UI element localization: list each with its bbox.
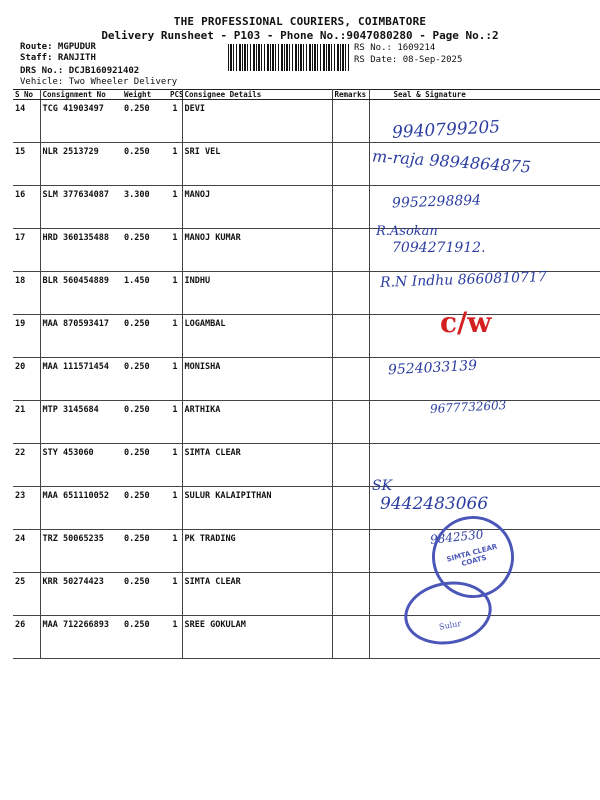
pcs: 1 xyxy=(168,229,182,272)
pcs: 1 xyxy=(168,401,182,444)
consignment-no: MAA 870593417 xyxy=(40,315,122,358)
remarks xyxy=(332,616,369,659)
handwriting-18: R.N Indhu 8660810717 xyxy=(379,269,547,291)
remarks xyxy=(332,573,369,616)
handwriting-20: 9524033139 xyxy=(387,357,478,379)
col-consignment: Consignment No xyxy=(40,90,122,100)
remarks xyxy=(332,100,369,143)
sno: 20 xyxy=(13,358,40,401)
sno: 22 xyxy=(13,444,40,487)
pcs: 1 xyxy=(168,487,182,530)
pcs: 1 xyxy=(168,143,182,186)
consignment-no: MAA 712266893 xyxy=(40,616,122,659)
pcs: 1 xyxy=(168,358,182,401)
barcode xyxy=(228,44,350,71)
handwriting-14: 9940799205 xyxy=(391,117,501,143)
pcs: 1 xyxy=(168,444,182,487)
sno: 19 xyxy=(13,315,40,358)
sno: 15 xyxy=(13,143,40,186)
consignment-no: KRR 50274423 xyxy=(40,573,122,616)
sno: 17 xyxy=(13,229,40,272)
rs-date: RS Date: 08-Sep-2025 xyxy=(354,55,463,65)
consignee: ARTHIKA xyxy=(182,401,332,444)
table-row xyxy=(13,229,600,272)
consignment-no: STY 453060 xyxy=(40,444,122,487)
weight: 0.250 xyxy=(122,401,168,444)
consignment-no: TCG 41903497 xyxy=(40,100,122,143)
consignee: SREE GOKULAM xyxy=(182,616,332,659)
sno: 21 xyxy=(13,401,40,444)
vehicle: Vehicle: Two Wheeler Delivery xyxy=(20,77,178,87)
col-pcs: PCS xyxy=(170,90,184,99)
handwriting-24: 9842530 xyxy=(429,527,485,547)
weight: 0.250 xyxy=(122,100,168,143)
consignment-no: TRZ 50065235 xyxy=(40,530,122,573)
remarks xyxy=(332,272,369,315)
col-sno: S No xyxy=(13,90,40,100)
table-row xyxy=(13,315,600,358)
weight: 0.250 xyxy=(122,616,168,659)
weight: 0.250 xyxy=(122,358,168,401)
remarks xyxy=(332,530,369,573)
consignee: PK TRADING xyxy=(182,530,332,573)
consignment-no: MAA 111571454 xyxy=(40,358,122,401)
handwriting-17b: 7094271912. xyxy=(392,240,486,256)
page-title: THE PROFESSIONAL COURIERS, COIMBATORE xyxy=(173,15,427,28)
remarks xyxy=(332,401,369,444)
pcs: 1 xyxy=(168,100,182,143)
consignment-no: SLM 377634087 xyxy=(40,186,122,229)
seal-stamp-text: SIMTA CLEAR COATS xyxy=(445,542,499,569)
consignee: MANOJ xyxy=(182,186,332,229)
sno: 26 xyxy=(13,616,40,659)
weight: 0.250 xyxy=(122,487,168,530)
rs-number: RS No.: 1609214 xyxy=(354,43,436,53)
pcs: 1 xyxy=(168,530,182,573)
handwriting-16: 9952298894 xyxy=(391,192,482,212)
table-row xyxy=(13,401,600,444)
pcs: 1 xyxy=(168,272,182,315)
weight: 0.250 xyxy=(122,530,168,573)
sno: 18 xyxy=(13,272,40,315)
table-row xyxy=(13,444,600,487)
remarks xyxy=(332,487,369,530)
sulur-stamp-text: Sulur xyxy=(438,618,462,632)
handwriting-23a: SK xyxy=(372,478,393,494)
sno: 23 xyxy=(13,487,40,530)
col-consignee: Consignee Details xyxy=(182,90,332,100)
route: Route: MGPUDUR xyxy=(20,42,96,52)
consignee: SIMTA CLEAR xyxy=(182,573,332,616)
weight: 0.250 xyxy=(122,444,168,487)
table-row xyxy=(13,487,600,530)
remarks xyxy=(332,315,369,358)
handwriting-15: m-raja 9894864875 xyxy=(371,146,532,177)
pcs: 1 xyxy=(168,573,182,616)
weight: 0.250 xyxy=(122,573,168,616)
consignee: LOGAMBAL xyxy=(182,315,332,358)
consignee: SRI VEL xyxy=(182,143,332,186)
remarks xyxy=(332,444,369,487)
table-row xyxy=(13,573,600,616)
remarks xyxy=(332,358,369,401)
col-signature: Seal & Signature xyxy=(369,90,600,100)
consignee: MANOJ KUMAR xyxy=(182,229,332,272)
consignment-no: BLR 560454889 xyxy=(40,272,122,315)
weight: 0.250 xyxy=(122,143,168,186)
weight: 0.250 xyxy=(122,315,168,358)
pcs: 1 xyxy=(168,315,182,358)
remarks xyxy=(332,186,369,229)
sno: 24 xyxy=(13,530,40,573)
weight: 0.250 xyxy=(122,229,168,272)
consignee: MONISHA xyxy=(182,358,332,401)
col-weight: Weight xyxy=(122,90,168,100)
weight: 3.300 xyxy=(122,186,168,229)
handwriting-17a: R.Asokan xyxy=(376,224,438,239)
table-row xyxy=(13,358,600,401)
consignee: SULUR KALAIPITHAN xyxy=(182,487,332,530)
handwriting-21: 9677732603 xyxy=(429,398,507,416)
sno: 16 xyxy=(13,186,40,229)
signature-cell xyxy=(369,444,600,487)
drs-number: DRS No.: DCJB160921402 xyxy=(20,66,140,76)
remarks xyxy=(332,143,369,186)
staff: Staff: RANJITH xyxy=(20,53,96,63)
consignment-no: MAA 651110052 xyxy=(40,487,122,530)
sno: 25 xyxy=(13,573,40,616)
pcs: 1 xyxy=(168,616,182,659)
table-row xyxy=(13,186,600,229)
runsheet-subtitle: Delivery Runsheet - P103 - Phone No.:9047080280 - Page No.:2 xyxy=(101,29,499,42)
consignee: SIMTA CLEAR xyxy=(182,444,332,487)
consignee: INDHU xyxy=(182,272,332,315)
table-row xyxy=(13,100,600,143)
remarks xyxy=(332,229,369,272)
sno: 14 xyxy=(13,100,40,143)
pcs: 1 xyxy=(168,186,182,229)
table-header xyxy=(13,90,600,100)
handwriting-19-cw: c/w xyxy=(440,306,492,339)
consignment-no: HRD 360135488 xyxy=(40,229,122,272)
weight: 1.450 xyxy=(122,272,168,315)
handwriting-23b: 9442483066 xyxy=(380,494,489,514)
consignment-no: NLR 2513729 xyxy=(40,143,122,186)
consignment-no: MTP 3145684 xyxy=(40,401,122,444)
consignee: DEVI xyxy=(182,100,332,143)
col-remarks: Remarks xyxy=(332,90,369,100)
table-row xyxy=(13,616,600,659)
